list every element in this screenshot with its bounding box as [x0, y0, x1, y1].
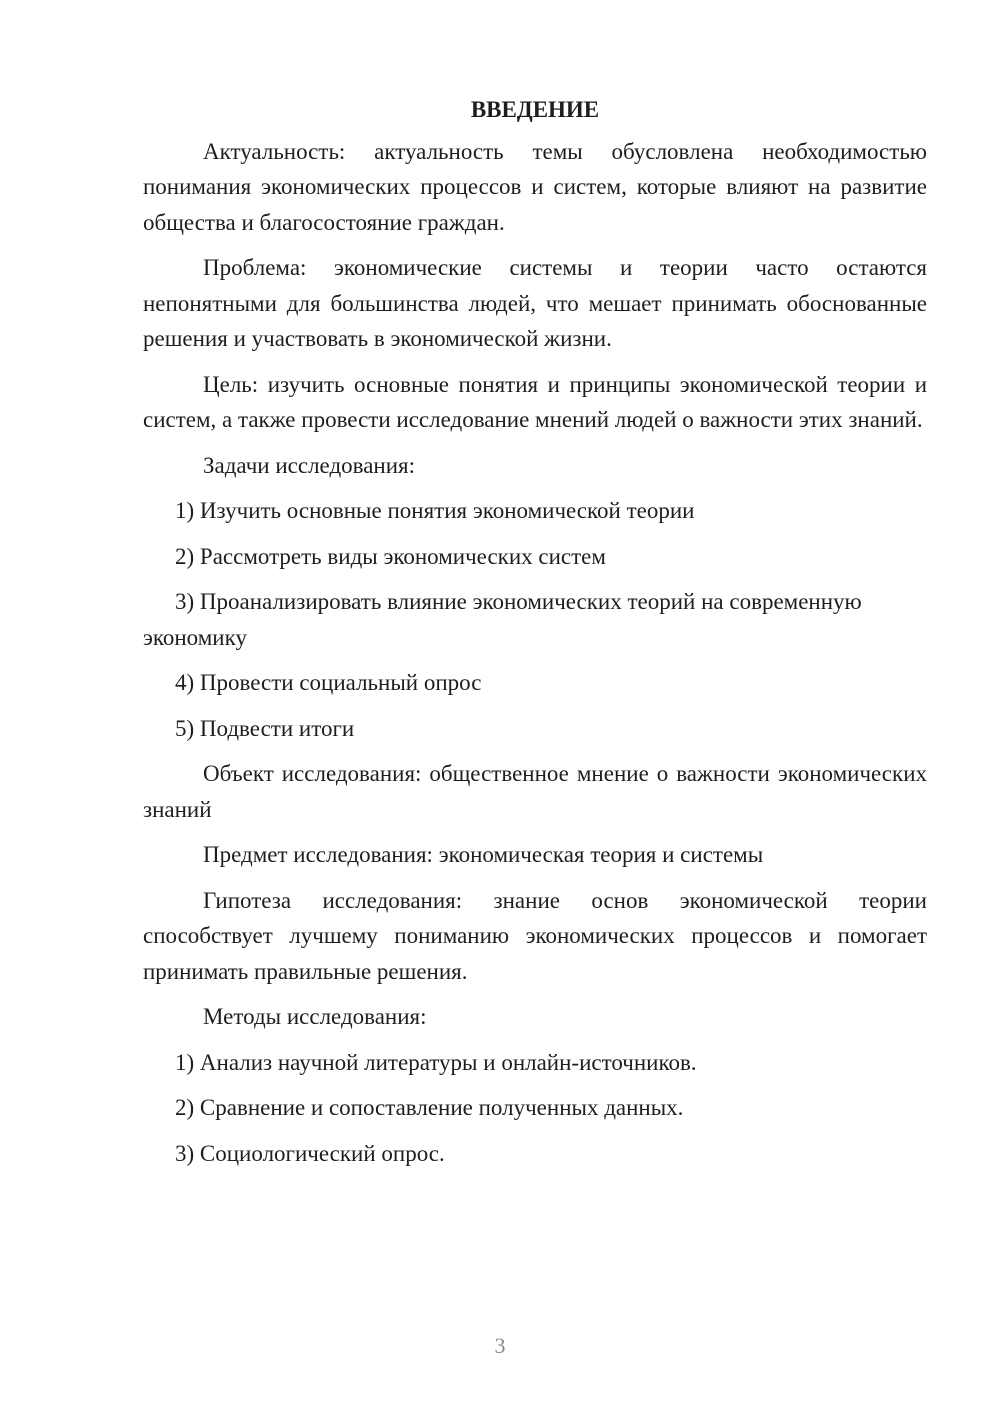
method-item: 3) Социологический опрос. [175, 1140, 445, 1166]
subject-paragraph: Предмет исследования: экономическая теория и системы [203, 842, 764, 867]
goal-paragraph: Цель: изучить основные понятия и принципы экономической теории и систем, а также провести исследование мнений людей о важности этих знаний. [143, 371, 927, 432]
task-item: 2) Рассмотреть виды экономических систем [175, 543, 606, 569]
methods-heading: Методы исследования: [203, 1004, 427, 1029]
task-item: 3) Проанализировать влияние экономических теорий на современную экономику [143, 589, 862, 650]
tasks-heading: Задачи исследования: [203, 452, 416, 478]
page-title: ВВЕДЕНИЕ [470, 97, 600, 122]
relevance-paragraph: Актуальность: актуальность темы обусловлена необходимостью понимания экономических процессов и систем, которые влияют на развитие общества и благосостояние граждан. [143, 138, 927, 235]
tasks-list [143, 493, 927, 746]
task-item: 4) Провести социальный опрос [175, 670, 482, 695]
problem-paragraph: Проблема: экономические системы и теории часто остаются непонятными для большинства людей, что мешает принимать обоснованные решения и участвовать в экономической жизни. [143, 255, 927, 351]
method-item: 2) Сравнение и сопоставление полученных данных. [175, 1095, 684, 1120]
method-item: 1) Анализ научной литературы и онлайн-источников. [175, 1049, 697, 1075]
object-paragraph: Объект исследования: общественное мнение о важности экономических знаний [143, 761, 927, 822]
task-item: 5) Подвести итоги [175, 715, 355, 741]
task-item: 1) Изучить основные понятия экономической теории [175, 498, 695, 523]
hypothesis-paragraph: Гипотеза исследования: знание основ экономической теории способствует лучшему пониманию экономических процессов и помогает принимать правильные решения. [143, 887, 927, 984]
page-number: 3 [494, 1333, 506, 1358]
methods-list [143, 1045, 927, 1172]
document-body [143, 92, 927, 1181]
